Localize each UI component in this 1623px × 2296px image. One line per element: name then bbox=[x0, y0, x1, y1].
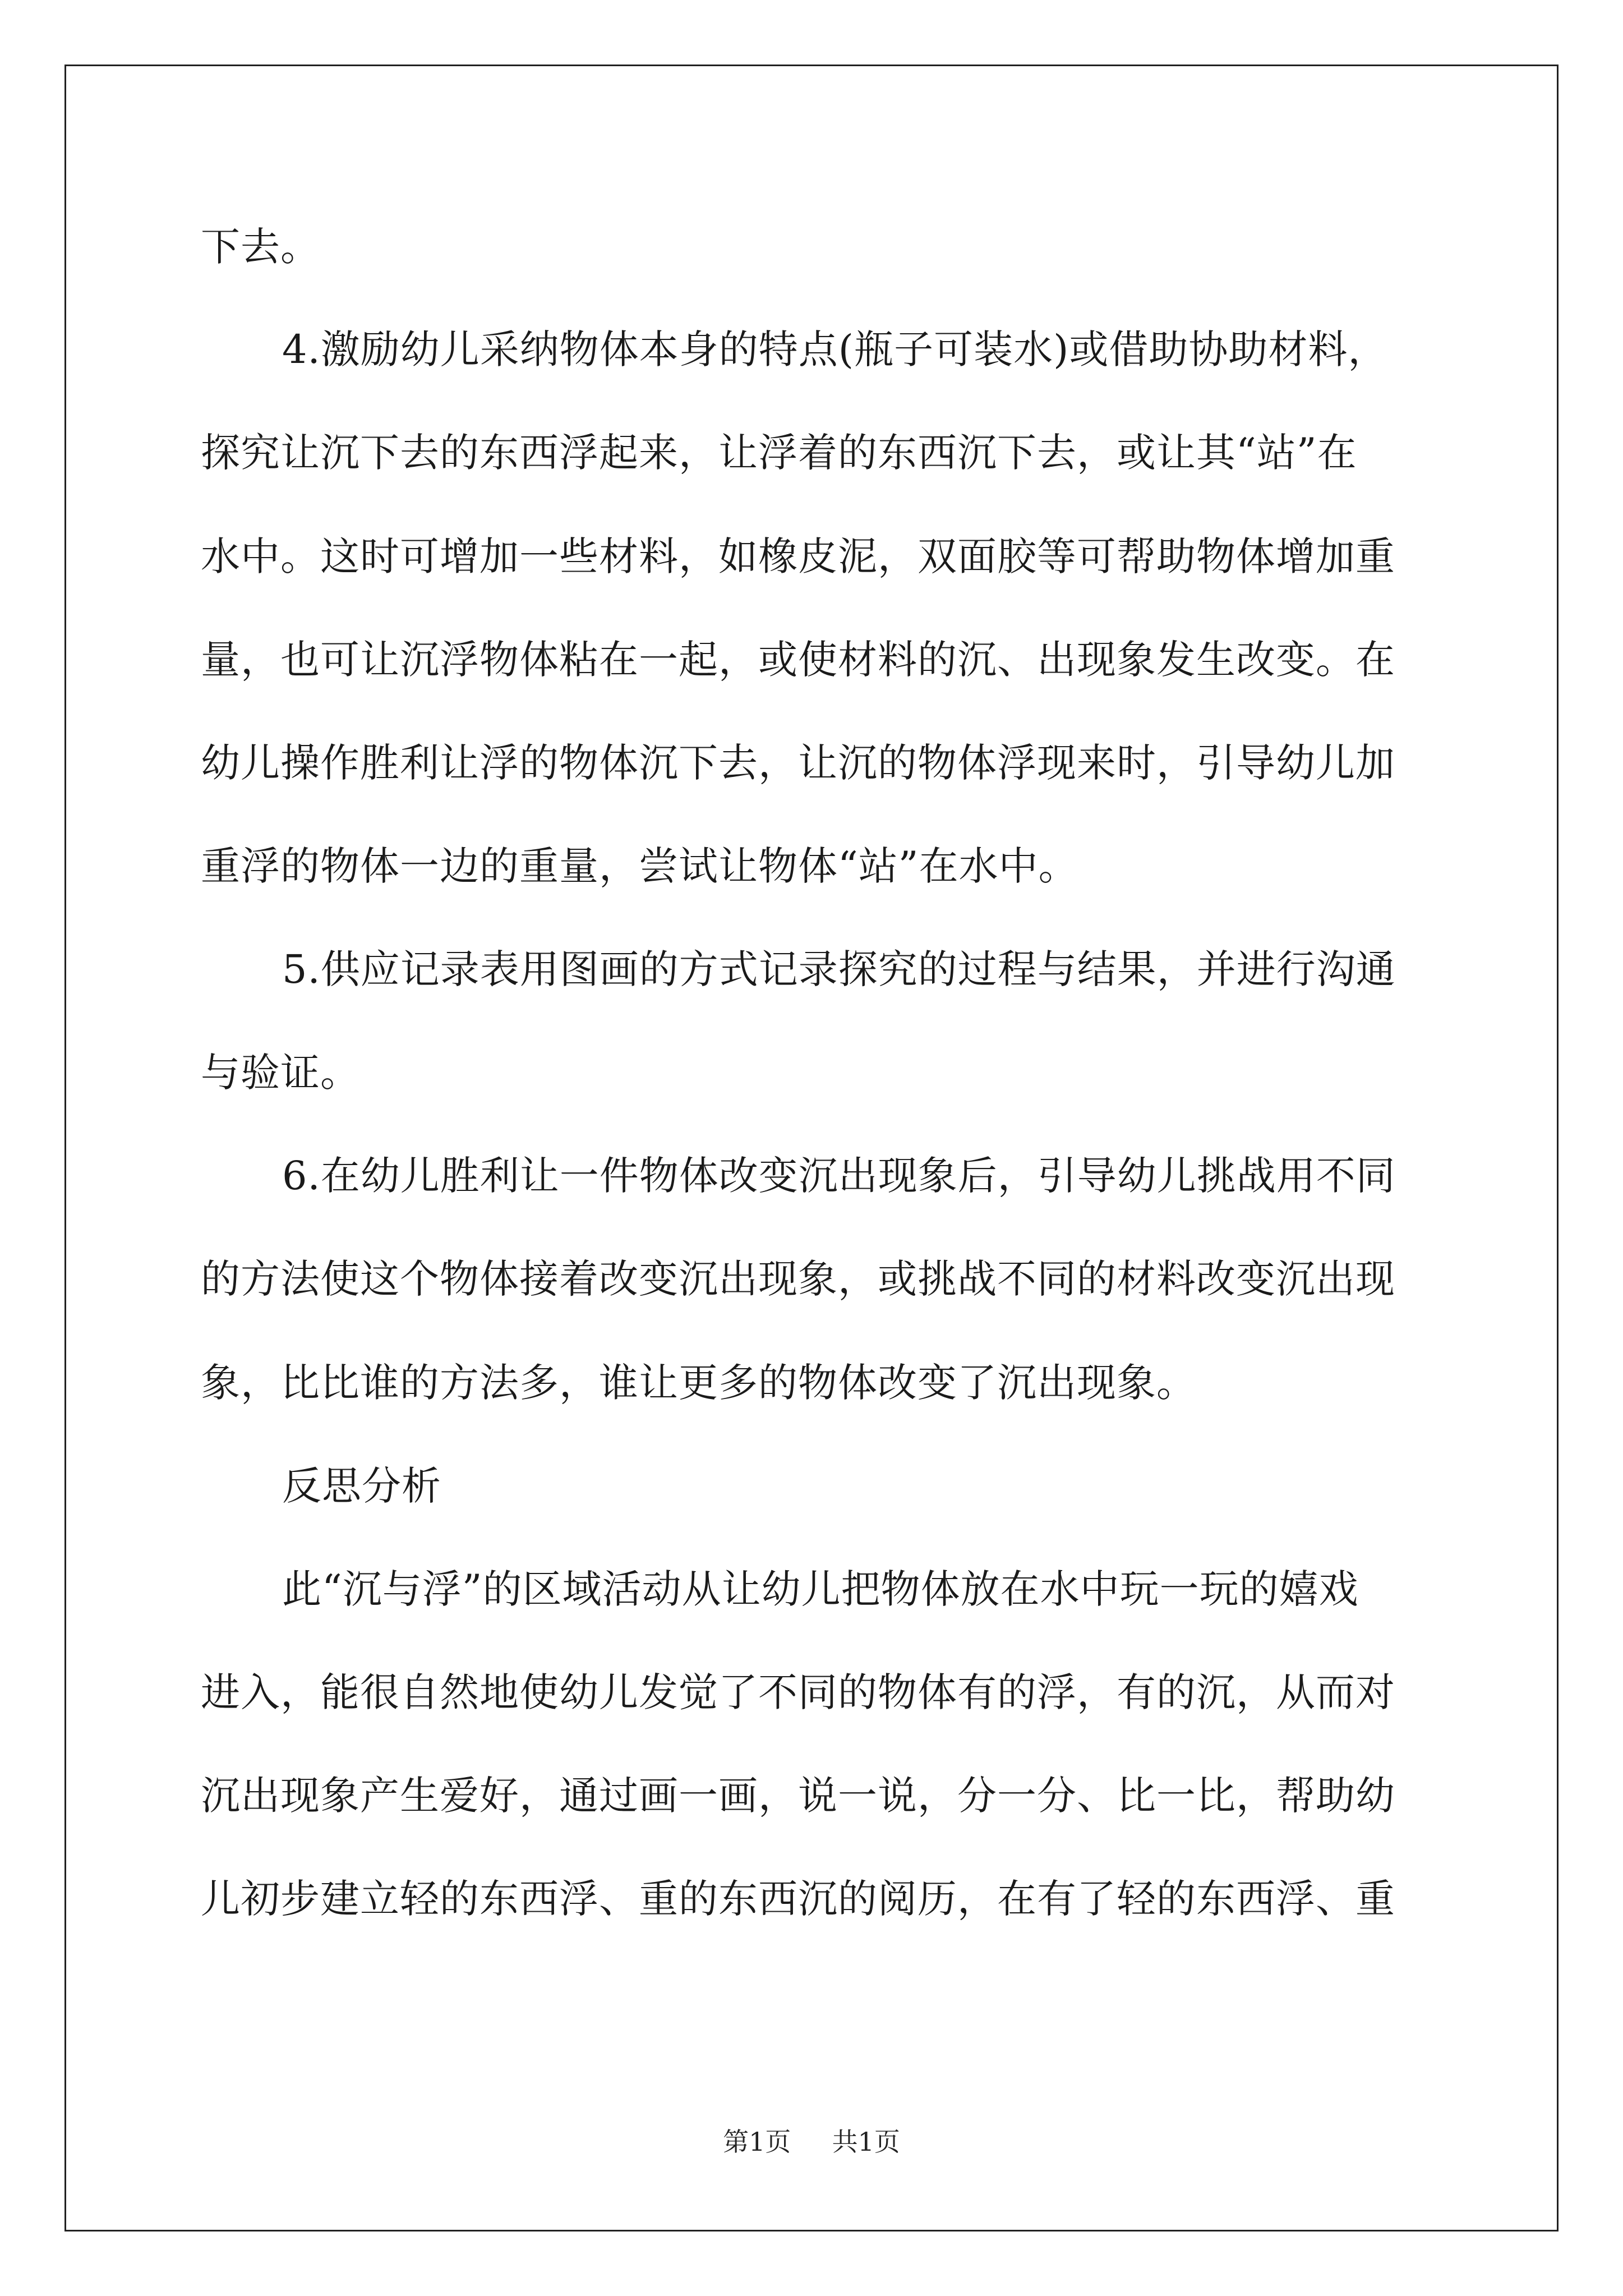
text-line: 量，也可让沉浮物体粘在一起，或使材料的沉、出现象发生改变。在 bbox=[201, 637, 1395, 683]
page-footer bbox=[0, 2125, 1623, 2159]
text-line: 幼儿操作胜利让浮的物体沉下去，让沉的物体浮现来时，引导幼儿加 bbox=[201, 740, 1395, 786]
text-line: 沉出现象产生爱好，通过画一画，说一说，分一分、比一比，帮助幼 bbox=[201, 1773, 1395, 1819]
text-line: 下去。 bbox=[201, 224, 320, 270]
reflection-line-1: 此“沉与浮”的区域活动从让幼儿把物体放在水中玩一玩的嬉戏 bbox=[282, 1566, 1359, 1612]
text-line: 儿初步建立轻的东西浮、重的东西沉的阅历，在有了轻的东西浮、重 bbox=[201, 1876, 1395, 1922]
text-line: 象，比比谁的方法多，谁让更多的物体改变了沉出现象。 bbox=[201, 1360, 1196, 1406]
text-line: 的方法使这个物体接着改变沉出现象，或挑战不同的材料改变沉出现 bbox=[201, 1256, 1395, 1302]
page-number: 第1页 bbox=[723, 2127, 791, 2157]
text-line: 进入，能很自然地使幼儿发觉了不同的物体有的浮，有的沉，从而对 bbox=[201, 1669, 1395, 1715]
paragraph-4-line-1: 4.激励幼儿采纳物体本身的特点(瓶子可装水)或借助协助材料， bbox=[282, 326, 1388, 372]
section-heading: 反思分析 bbox=[282, 1463, 441, 1509]
text-line: 探究让沉下去的东西浮起来，让浮着的东西沉下去，或让其“站”在 bbox=[201, 430, 1357, 476]
text-line: 重浮的物体一边的重量，尝试让物体“站”在水中。 bbox=[201, 843, 1078, 889]
text-line: 水中。这时可增加一些材料，如橡皮泥，双面胶等可帮助物体增加重 bbox=[201, 533, 1395, 579]
page-total: 共1页 bbox=[832, 2127, 900, 2157]
paragraph-6-line-1: 6.在幼儿胜利让一件物体改变沉出现象后，引导幼儿挑战用不同 bbox=[282, 1153, 1396, 1199]
paragraph-5-line-1: 5.供应记录表用图画的方式记录探究的过程与结果，并进行沟通 bbox=[282, 946, 1396, 992]
text-line: 与验证。 bbox=[201, 1050, 360, 1096]
